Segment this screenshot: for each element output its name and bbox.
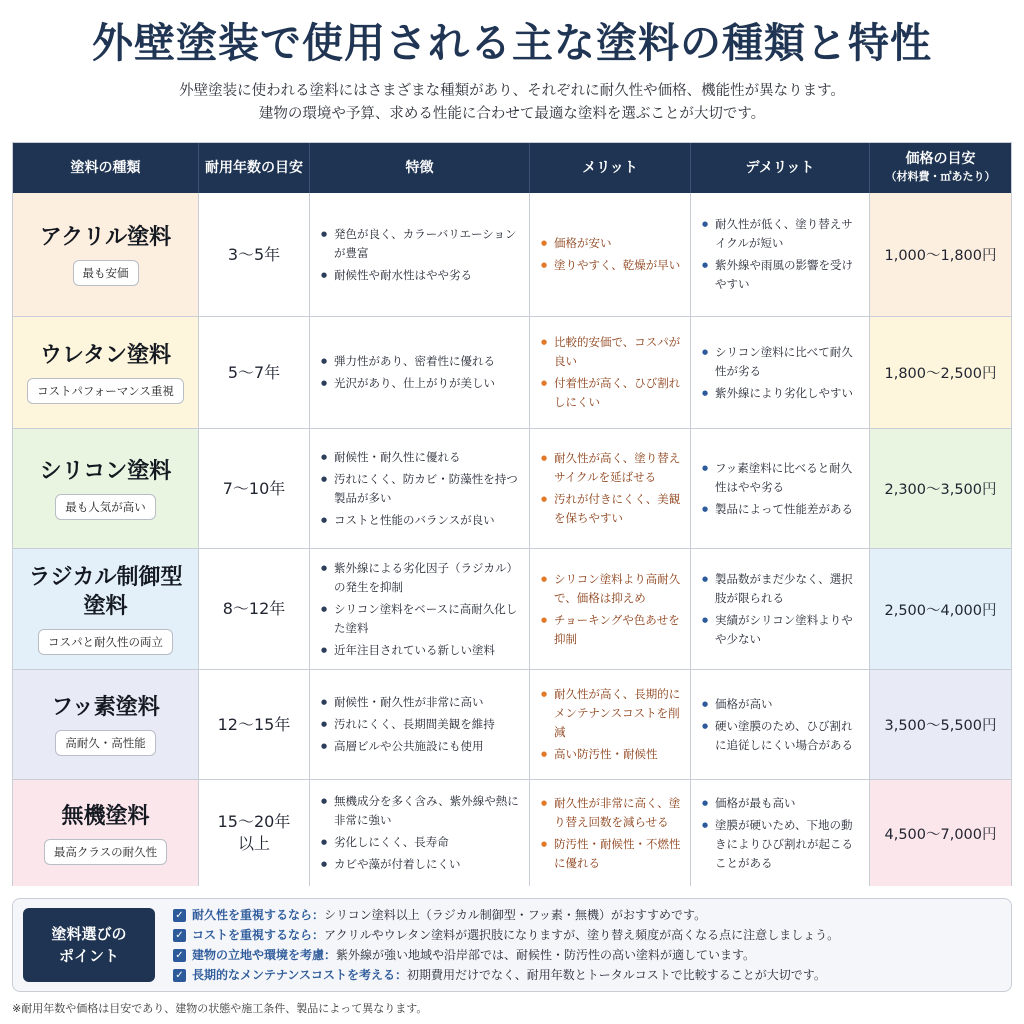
table-row [13,316,1011,428]
paint-name [40,457,172,486]
paint-badge: 高耐久・高性能 [55,730,156,756]
header-merits: メリット [530,143,691,193]
service-life-cell [199,670,310,779]
merits-cell [530,193,691,316]
demerits-list [701,567,861,652]
paint-name [28,563,182,621]
header-price [870,143,1011,193]
features-item: ● コストと性能のバランスが良い [320,511,521,530]
demerits-list [701,212,861,297]
paint-badge: 最高クラスの耐久性 [44,839,167,865]
price-cell: 1,000〜1,800円 [870,193,1011,316]
features-list [320,222,521,288]
paint-type-cell [13,670,199,779]
merits-list [540,567,682,652]
checkbox-icon: ✓ [173,929,186,942]
merits-cell [530,780,691,886]
paint-name-line: シリコン塗料 [39,459,172,484]
merits-item: ● 比較的安価で、コスパが良い [540,333,682,371]
point-text: 初期費用だけでなく、耐用年数とトータルコストで比較することが大切です。 [407,968,826,982]
demerits-item: ● 製品によって性能差がある [701,500,861,519]
service-life [228,244,280,266]
checkbox-icon: ✓ [173,969,186,982]
features-cell [310,429,530,548]
features-item: ● 耐候性・耐久性に優れる [320,448,521,467]
point-text: 紫外線が強い地域や沿岸部では、耐候性・防汚性の高い塗料が適しています。 [336,948,756,962]
merits-cell [530,549,691,669]
point-key: コストを重視するなら： [192,928,325,942]
service-life-line: 5〜7年 [227,362,281,382]
intro-line: 外壁塗装に使われる塗料にはさまざまな種類があり、それぞれに耐久性や価格、機能性が異なります。 [179,83,845,99]
service-life [223,598,286,620]
table-row [13,548,1011,669]
table-header [13,143,1011,193]
merits-list [540,682,682,767]
demerits-list [701,456,861,522]
point-key: 建物の立地や環境を考慮： [192,948,337,962]
features-list [320,690,521,759]
merits-cell [530,317,691,428]
header-features: 特徴 [310,143,530,193]
header-demerits: デメリット [691,143,870,193]
demerits-item: ● フッ素塗料に比べると耐久性はやや劣る [701,459,861,497]
merits-list [540,231,682,278]
table-row [13,779,1011,886]
features-item: ● 汚れにくく、長期間美観を維持 [320,715,521,734]
paint-badge: 最も人気が高い [55,494,156,520]
paint-type-cell [13,193,199,316]
paint-name-line: 塗料 [83,594,128,619]
demerits-list [701,692,861,758]
merits-item: ● 耐久性が非常に高く、塗り替え回数を減らせる [540,794,682,832]
merits-cell [530,670,691,779]
demerits-item: ● 製品数がまだ少なく、選択肢が限られる [701,570,861,608]
features-cell [310,780,530,886]
paint-table [12,142,1012,886]
features-cell [310,549,530,669]
merits-item: ● シリコン塗料より高耐久で、価格は抑えめ [540,570,682,608]
points-label-line: 塗料選びの [51,925,127,943]
point-text: アクリルやウレタン塗料が選択肢になりますが、塗り替え頻度が高くなる点に注意しましょう。 [324,928,840,942]
merits-cell [530,429,691,548]
paint-name-line: ラジカル制御型 [28,565,183,590]
price-cell: 3,500〜5,500円 [870,670,1011,779]
point-item [173,945,1003,965]
features-item: ● 耐候性や耐水性はやや劣る [320,266,521,285]
demerits-cell [691,780,870,886]
point-item [173,905,1003,925]
features-cell [310,670,530,779]
paint-name [40,341,171,370]
service-life-line: 以上 [237,834,270,853]
merits-item: ● 汚れが付きにくく、美観を保ちやすい [540,490,682,528]
service-life-cell [199,317,310,428]
service-life-line: 12〜15年 [217,714,291,734]
points-list [173,905,1003,985]
demerits-item: ● シリコン塗料に比べて耐久性が劣る [701,343,861,381]
features-list [320,445,521,533]
features-item: ● 発色が良く、カラーバリエーションが豊富 [320,225,521,263]
demerits-item: ● 紫外線や雨風の影響を受けやすい [701,256,861,294]
features-item: ● 汚れにくく、防カビ・防藻性を持つ製品が多い [320,470,521,508]
service-life-line: 3〜5年 [227,244,281,264]
features-item: ● 耐候性・耐久性が非常に高い [320,693,521,712]
paint-badge: コスパと耐久性の両立 [38,629,173,655]
demerits-item: ● 実績がシリコン塗料よりやや少ない [701,611,861,649]
point-key: 耐久性を重視するなら： [192,908,325,922]
merits-item: ● 価格が安い [540,234,682,253]
paint-name-line: ウレタン塗料 [39,343,172,368]
demerits-cell [691,317,870,428]
paint-type-cell [13,429,199,548]
intro-line: 建物の環境や予算、求める性能に合わせて最適な塗料を選ぶことが大切です。 [258,106,766,122]
points-label-line: ポイント [58,947,119,965]
paint-name-line: 無機塗料 [61,803,150,829]
features-item: ● 弾力性があり、密着性に優れる [320,352,521,371]
price-cell: 1,800〜2,500円 [870,317,1011,428]
demerits-list [701,340,861,406]
paint-type-cell [13,780,199,886]
service-life-cell [199,780,310,886]
demerits-cell [691,429,870,548]
price-cell: 2,500〜4,000円 [870,549,1011,669]
features-item: ● シリコン塗料をベースに高耐久化した塗料 [320,600,521,638]
footnote: ※耐用年数や価格は目安であり、建物の状態や施工条件、製品によって異なります。 [12,1002,428,1015]
service-life-cell [199,429,310,548]
demerits-item: ● 紫外線により劣化しやすい [701,384,861,403]
demerits-list [701,791,861,876]
header-price-sub: （材料費・㎡あたり） [885,170,996,183]
features-item: ● 劣化しにくく、長寿命 [320,833,521,852]
merits-item: ● チョーキングや色あせを抑制 [540,611,682,649]
service-life [218,811,291,855]
service-life-line: 15〜20年 [217,812,291,831]
point-item [173,925,1003,945]
price-cell: 4,500〜7,000円 [870,780,1011,886]
service-life-line: 8〜12年 [222,599,286,618]
points-label [23,908,155,982]
demerits-item: ● 価格が最も高い [701,794,861,813]
features-item: ● 光沢があり、仕上がりが美しい [320,374,521,393]
point-key: 長期的なメンテナンスコストを考える： [192,968,408,982]
intro-text [0,80,1024,126]
paint-name-line: アクリル塗料 [39,225,172,250]
service-life [228,362,280,384]
merits-item: ● 付着性が高く、ひび割れしにくい [540,374,682,412]
merits-item: ● 耐久性が高く、塗り替えサイクルを延ばせる [540,449,682,487]
features-item: ● 紫外線による劣化因子（ラジカル）の発生を抑制 [320,559,521,597]
paint-name-line: フッ素塗料 [51,695,160,720]
merits-item: ● 高い防汚性・耐候性 [540,745,682,764]
paint-name [51,693,159,722]
table-row [13,193,1011,316]
checkbox-icon: ✓ [173,909,186,922]
service-life [218,714,291,736]
demerits-cell [691,193,870,316]
features-cell [310,317,530,428]
merits-list [540,330,682,415]
merits-list [540,791,682,876]
demerits-cell [691,670,870,779]
point-item [173,965,1003,985]
merits-list [540,446,682,531]
header-price-label: 価格の目安 [905,151,976,167]
features-list [320,349,521,396]
paint-name [61,802,149,831]
paint-type-cell [13,549,199,669]
service-life-cell [199,549,310,669]
table-row [13,669,1011,779]
features-item: ● カビや藻が付着しにくい [320,855,521,874]
demerits-cell [691,549,870,669]
features-item: ● 近年注目されている新しい塗料 [320,641,521,660]
features-cell [310,193,530,316]
price-cell: 2,300〜3,500円 [870,429,1011,548]
paint-badge: 最も安価 [73,260,139,286]
demerits-item: ● 耐久性が低く、塗り替えサイクルが短い [701,215,861,253]
features-list [320,556,521,663]
demerits-item: ● 価格が高い [701,695,861,714]
paint-badge: コストパフォーマンス重視 [27,378,184,404]
table-row [13,428,1011,548]
paint-type-cell [13,317,199,428]
features-item: ● 高層ビルや公共施設にも使用 [320,737,521,756]
checkbox-icon: ✓ [173,949,186,962]
service-life-cell [199,193,310,316]
merits-item: ● 耐久性が高く、長期的にメンテナンスコストを削減 [540,685,682,742]
point-text: シリコン塗料以上（ラジカル制御型・フッ素・無機）がおすすめです。 [324,908,707,922]
service-life-line: 7〜10年 [222,478,286,498]
features-item: ● 無機成分を多く含み、紫外線や熱に非常に強い [320,792,521,830]
paint-name [40,223,171,252]
selection-points [12,898,1012,992]
page-title: 外壁塗装で使用される主な塗料の種類と特性 [92,19,932,67]
merits-item: ● 防汚性・耐候性・不燃性に優れる [540,835,682,873]
demerits-item: ● 塗膜が硬いため、下地の動きによりひび割れが起こることがある [701,816,861,873]
service-life [223,478,286,500]
header-life: 耐用年数の目安 [199,143,310,193]
header-type: 塗料の種類 [13,143,199,193]
merits-item: ● 塗りやすく、乾燥が早い [540,256,682,275]
demerits-item: ● 硬い塗膜のため、ひび割れに追従しにくい場合がある [701,717,861,755]
features-list [320,789,521,877]
